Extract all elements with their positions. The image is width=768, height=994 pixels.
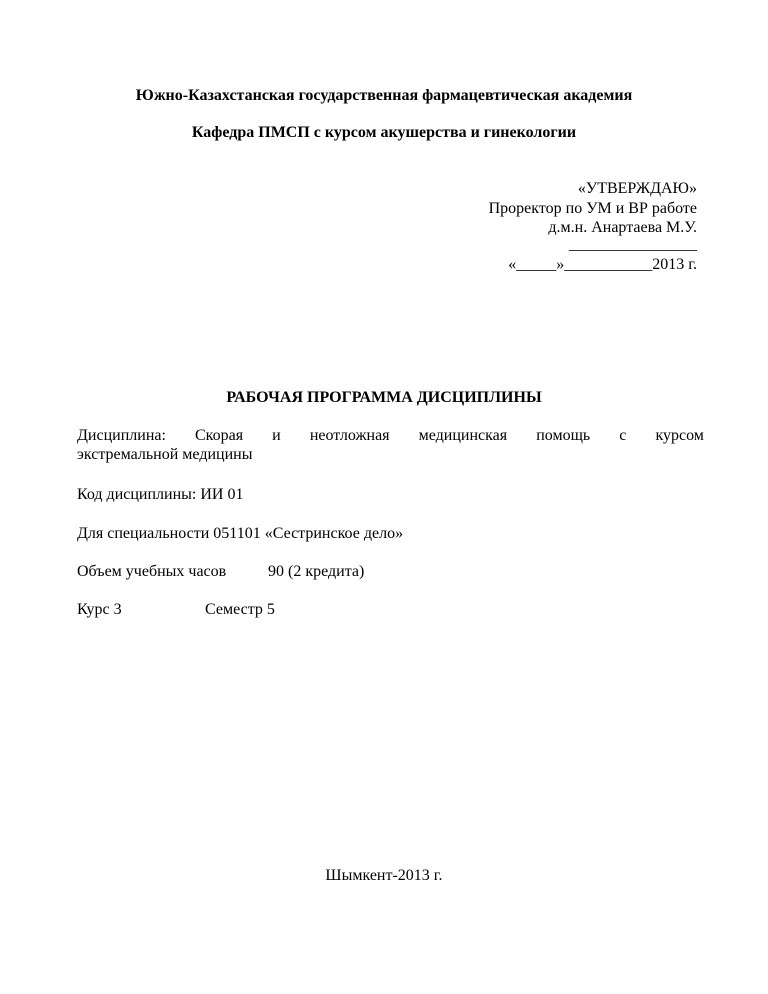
hours-label: Объем учебных часов xyxy=(77,563,227,580)
discipline-line xyxy=(77,427,704,445)
discipline-word: и xyxy=(272,427,281,444)
approval-name: д.м.н. Анартаева М.У. xyxy=(548,219,697,236)
discipline-word: с xyxy=(619,427,627,444)
approval-position: Проректор по УМ и ВР работе xyxy=(488,200,697,217)
discipline-code: Код дисциплины: ИИ 01 xyxy=(77,486,244,503)
institution-title: Южно-Казахстанская государственная фармацевтическая академия xyxy=(135,87,633,104)
hours-value: 90 (2 кредита) xyxy=(268,563,365,580)
discipline-word: медицинская xyxy=(418,427,508,444)
approval-date-line: «_____»___________2013 г. xyxy=(508,256,697,273)
specialty: Для специальности 051101 «Сестринское дело» xyxy=(77,525,404,542)
document-title: РАБОЧАЯ ПРОГРАММА ДИСЦИПЛИНЫ xyxy=(226,389,542,406)
signature-line: ________________ xyxy=(569,236,697,253)
semester: Семестр 5 xyxy=(205,601,275,618)
discipline-word: Скорая xyxy=(195,427,244,444)
approval-stamp: «УТВЕРЖДАЮ» xyxy=(577,180,697,197)
discipline-word: Дисциплина: xyxy=(77,427,166,444)
discipline-word: помощь xyxy=(536,427,591,444)
city-year: Шымкент-2013 г. xyxy=(325,867,443,884)
department-title: Кафедра ПМСП с курсом акушерства и гинекологии xyxy=(191,124,577,141)
discipline-word: курсом xyxy=(655,427,704,444)
course: Курс 3 xyxy=(77,601,122,618)
discipline-word: неотложная xyxy=(309,427,390,444)
discipline-line-2: экстремальной медицины xyxy=(77,446,253,463)
